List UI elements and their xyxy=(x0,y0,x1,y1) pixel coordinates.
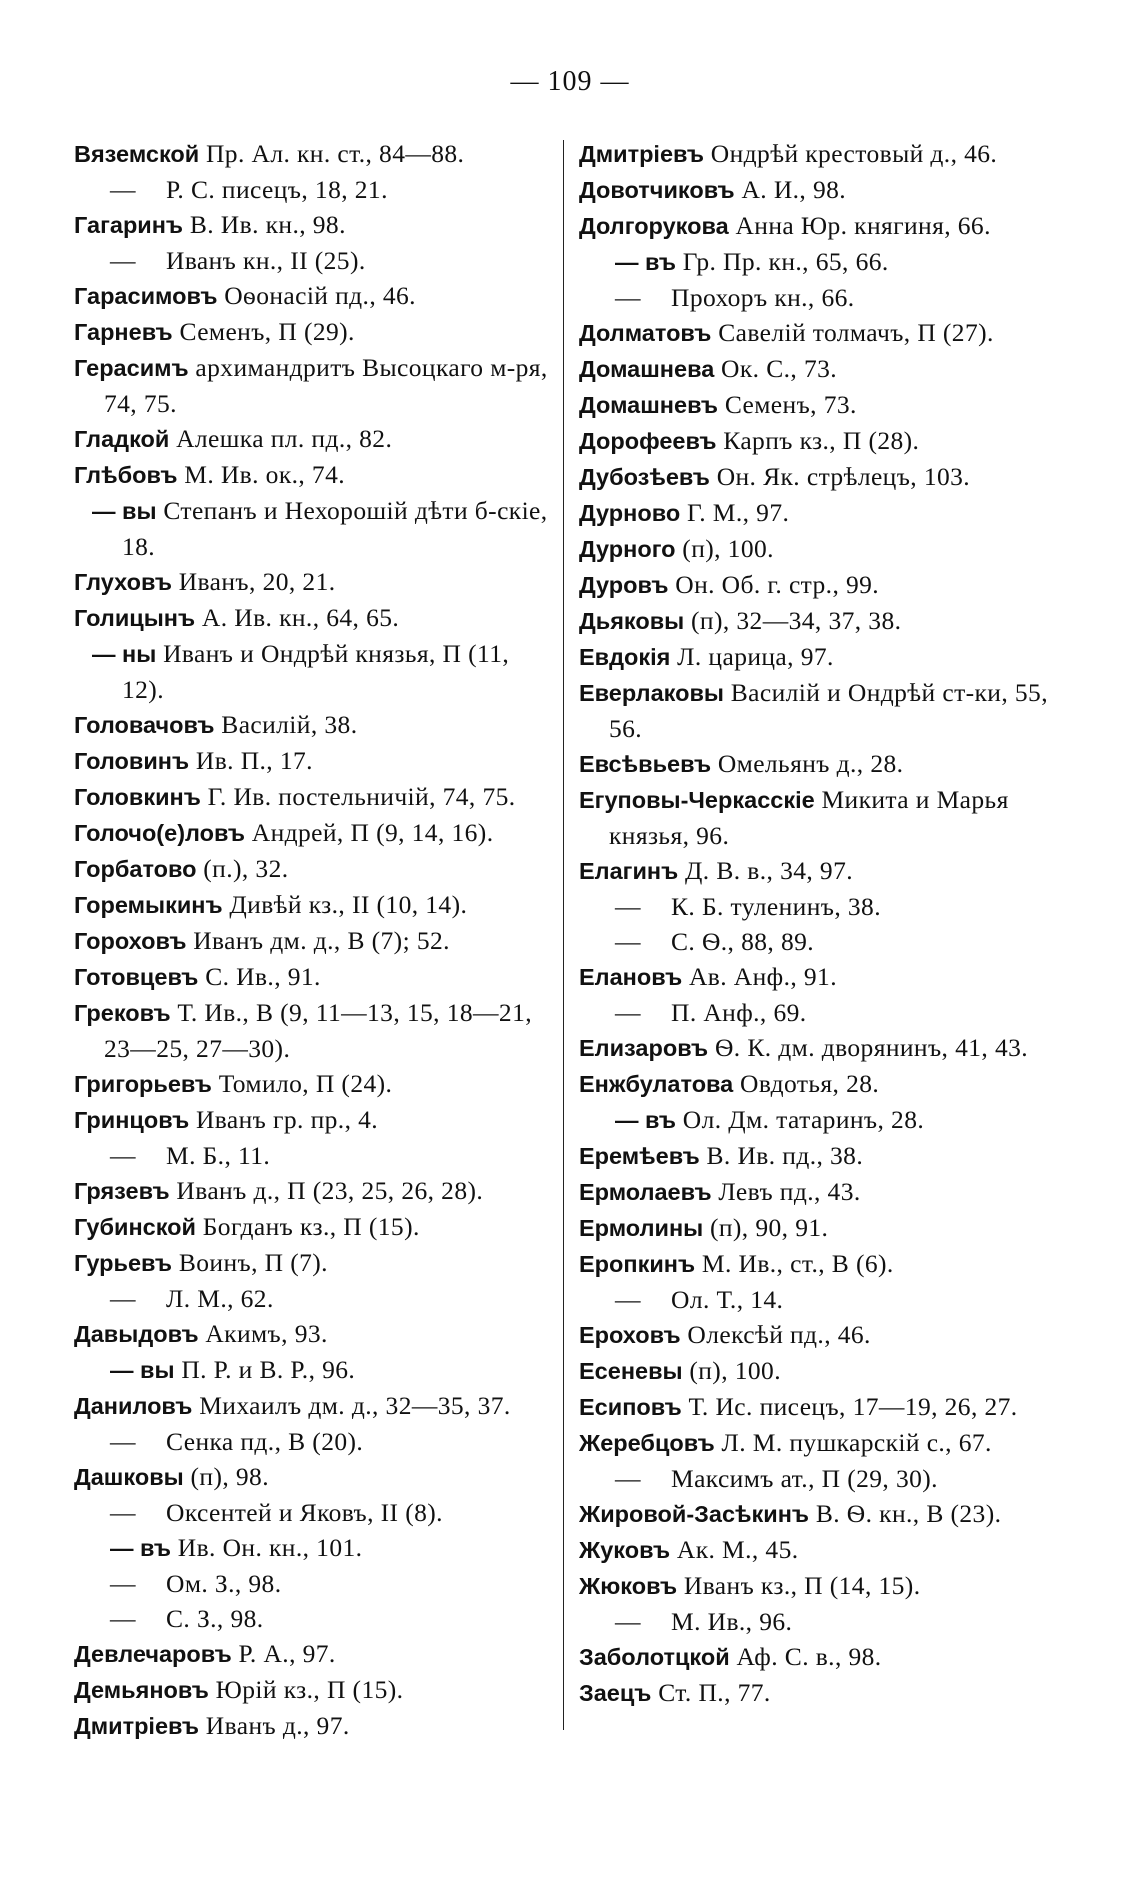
entry-text: (п), 100. xyxy=(682,1356,781,1385)
index-entry xyxy=(579,1532,1057,1568)
entry-headword: Глуховъ xyxy=(74,569,172,595)
entry-text: Микита и Марья князья, 96. xyxy=(609,785,1009,850)
index-entry xyxy=(579,1604,1057,1639)
entry-text: С. Ѳ., 88, 89. xyxy=(671,927,815,956)
entry-headword: Голицынъ xyxy=(74,605,196,631)
entry-headword: Енжбулатова xyxy=(579,1071,734,1097)
index-entry xyxy=(74,564,552,600)
entry-headword: Давыдовъ xyxy=(74,1321,199,1347)
index-entry xyxy=(74,1173,552,1209)
entry-text: Аф. С. в., 98. xyxy=(729,1642,882,1671)
entry-text: Алешка пл. пд., 82. xyxy=(169,424,393,453)
entry-dash: — въ xyxy=(615,1107,677,1133)
entry-dash: — xyxy=(615,927,641,956)
entry-text: Карпъ кз., П (28). xyxy=(716,426,920,455)
entry-text: П. Анф., 69. xyxy=(671,998,807,1027)
index-entry xyxy=(579,1030,1057,1066)
entry-text: Л. царица, 97. xyxy=(670,642,834,671)
entry-headword: Гладкой xyxy=(74,426,170,452)
index-entry xyxy=(579,1138,1057,1174)
entry-headword: Демьяновъ xyxy=(74,1677,209,1703)
entry-headword: Еропкинъ xyxy=(579,1251,696,1277)
entry-text: Семенъ, П (29). xyxy=(172,317,355,346)
entry-text: Ѳ. К. дм. дворянинъ, 41, 43. xyxy=(708,1033,1029,1062)
entry-text: архимандритъ Высоцкаго м-ря, 74, 75. xyxy=(104,353,548,418)
index-entry xyxy=(579,675,1057,746)
entry-text: Богданъ кз., П (15). xyxy=(195,1212,420,1241)
index-entry xyxy=(74,1636,552,1672)
entry-text: В. Ѳ. кн., В (23). xyxy=(809,1499,1002,1528)
index-entry xyxy=(579,995,1057,1030)
index-entry xyxy=(74,1102,552,1138)
entry-text: К. Б. туленинъ, 38. xyxy=(671,892,881,921)
entry-text: Иванъ и Ондрѣй князья, П (11, 12). xyxy=(122,639,510,704)
entry-headword: Дмитріевъ xyxy=(74,1713,200,1739)
entry-dash: — ны xyxy=(92,641,157,667)
entry-text: Иванъ кз., П (14, 15). xyxy=(677,1571,921,1600)
entry-dash: — вы xyxy=(92,498,157,524)
index-entry xyxy=(579,1496,1057,1532)
entry-dash: — xyxy=(110,1569,136,1598)
entry-headword: Довотчиковъ xyxy=(579,177,735,203)
entry-text: П. Р. и В. Р., 96. xyxy=(174,1355,356,1384)
entry-headword: Ероховъ xyxy=(579,1322,681,1348)
entry-headword: Еремѣевъ xyxy=(579,1143,700,1169)
entry-headword: Домашневъ xyxy=(579,392,719,418)
entry-text: Ив. П., 17. xyxy=(189,746,313,775)
entry-headword: Головкинъ xyxy=(74,784,201,810)
index-entry xyxy=(579,1461,1057,1496)
index-entry xyxy=(579,1675,1057,1711)
index-entry xyxy=(74,1672,552,1708)
index-entry xyxy=(579,782,1057,853)
entry-text: Иванъ д., 97. xyxy=(199,1711,350,1740)
entry-headword: Есиповъ xyxy=(579,1394,682,1420)
index-entry xyxy=(74,815,552,851)
entry-text: Оѳонасій пд., 46. xyxy=(217,281,416,310)
entry-text: Оксентей и Яковъ, II (8). xyxy=(166,1498,443,1527)
entry-headword: Евсѣвьевъ xyxy=(579,751,712,777)
index-entry xyxy=(579,603,1057,639)
entry-dash: — xyxy=(110,1284,136,1313)
entry-headword: Дурново xyxy=(579,500,681,526)
index-entry xyxy=(74,207,552,243)
entry-text: Олексѣй пд., 46. xyxy=(680,1320,871,1349)
index-entry xyxy=(74,1708,552,1744)
entry-headword: Горемыкинъ xyxy=(74,892,223,918)
index-entry xyxy=(579,889,1057,924)
entry-dash: — xyxy=(110,175,136,204)
index-entry xyxy=(579,639,1057,675)
entry-headword: Горбатово xyxy=(74,856,197,882)
entry-text: С. Ив., 91. xyxy=(198,962,321,991)
index-entry xyxy=(74,421,552,457)
index-entry xyxy=(579,924,1057,959)
entry-text: Ок. С., 73. xyxy=(714,354,838,383)
entry-headword: Готовцевъ xyxy=(74,964,199,990)
index-entry xyxy=(74,1245,552,1281)
index-entry xyxy=(579,315,1057,351)
index-entry xyxy=(74,923,552,959)
entry-text: Л. М., 62. xyxy=(166,1284,274,1313)
index-entry xyxy=(74,1601,552,1636)
entry-text: Юрій кз., П (15). xyxy=(208,1675,404,1704)
index-entry xyxy=(74,243,552,278)
entry-headword: Дорофеевъ xyxy=(579,428,717,454)
entry-headword: Долматовъ xyxy=(579,320,712,346)
entry-text: Василій и Ондрѣй ст-ки, 55, 56. xyxy=(609,678,1048,743)
entry-text: Гр. Пр. кн., 65, 66. xyxy=(676,247,889,276)
entry-headword: Головачовъ xyxy=(74,712,215,738)
entry-text: Михаилъ дм. д., 32—35, 37. xyxy=(192,1391,511,1420)
entry-text: Ст. П., 77. xyxy=(651,1678,771,1707)
entry-dash: — xyxy=(615,1464,641,1493)
entry-text: Ол. Т., 14. xyxy=(671,1285,784,1314)
entry-headword: Заболотцкой xyxy=(579,1644,730,1670)
entry-headword: Егуповы-Черкасскіе xyxy=(579,787,815,813)
entry-text: А. Ив. кн., 64, 65. xyxy=(195,603,400,632)
entry-headword: Дуровъ xyxy=(579,572,669,598)
index-column-right xyxy=(579,136,1057,1711)
entry-dash: — вы xyxy=(110,1357,175,1383)
entry-dash: — xyxy=(110,1141,136,1170)
entry-headword: Жировой-Засѣкинъ xyxy=(579,1501,810,1527)
entry-headword: Гарасимовъ xyxy=(74,283,218,309)
index-entry xyxy=(74,1138,552,1173)
index-entry xyxy=(74,707,552,743)
entry-text: Иванъ дм. д., В (7); 52. xyxy=(186,926,450,955)
index-entry xyxy=(74,1495,552,1530)
entry-dash: — въ xyxy=(110,1535,172,1561)
index-entry xyxy=(579,423,1057,459)
index-entry xyxy=(579,1639,1057,1675)
index-entry xyxy=(74,1316,552,1352)
entry-text: Степанъ и Нехорошій дѣти б-скіе, 18. xyxy=(122,496,548,561)
entry-text: Сенка пд., В (20). xyxy=(166,1427,364,1456)
entry-dash: — xyxy=(615,892,641,921)
index-entry xyxy=(579,531,1057,567)
entry-text: М. Ив., ст., В (6). xyxy=(695,1249,894,1278)
index-entry xyxy=(74,636,552,707)
index-entry xyxy=(579,1102,1057,1138)
index-entry xyxy=(74,1066,552,1102)
entry-text: Г. М., 97. xyxy=(680,498,790,527)
page-number: — 109 — xyxy=(510,66,630,97)
entry-headword: Гагаринъ xyxy=(74,212,184,238)
entry-text: Ом. З., 98. xyxy=(166,1569,282,1598)
index-entry xyxy=(579,459,1057,495)
index-entry xyxy=(74,278,552,314)
entry-text: Прохоръ кн., 66. xyxy=(671,283,855,312)
entry-text: В. Ив. кн., 98. xyxy=(183,210,346,239)
entry-text: Ав. Анф., 91. xyxy=(682,962,837,991)
index-entry xyxy=(579,136,1057,172)
index-entry xyxy=(579,1282,1057,1317)
entry-headword: Ермолины xyxy=(579,1215,704,1241)
entry-text: Ив. Он. кн., 101. xyxy=(171,1533,363,1562)
index-entry xyxy=(74,1530,552,1566)
index-entry xyxy=(74,600,552,636)
entry-headword: Долгорукова xyxy=(579,213,729,239)
index-entry xyxy=(579,1389,1057,1425)
index-entry xyxy=(74,959,552,995)
entry-headword: Грязевъ xyxy=(74,1178,170,1204)
entry-headword: Глѣбовъ xyxy=(74,462,178,488)
index-entry xyxy=(74,493,552,564)
entry-text: А. И., 98. xyxy=(734,175,847,204)
entry-headword: Елагинъ xyxy=(579,858,679,884)
entry-text: Овдотья, 28. xyxy=(733,1069,880,1098)
entry-text: С. З., 98. xyxy=(166,1604,264,1633)
entry-text: Левъ пд., 43. xyxy=(711,1177,861,1206)
index-entry xyxy=(579,244,1057,280)
entry-headword: Елановъ xyxy=(579,964,683,990)
index-entry xyxy=(74,995,552,1066)
entry-headword: Даниловъ xyxy=(74,1393,193,1419)
entry-text: Анна Юр. княгиня, 66. xyxy=(728,211,991,240)
entry-text: Семенъ, 73. xyxy=(718,390,857,419)
entry-headword: Есеневы xyxy=(579,1358,683,1384)
index-entry xyxy=(74,350,552,421)
entry-dash: — xyxy=(110,1427,136,1456)
index-entry xyxy=(579,280,1057,315)
entry-dash: — въ xyxy=(615,249,677,275)
entry-headword: Дашковы xyxy=(74,1464,184,1490)
entry-headword: Заецъ xyxy=(579,1680,652,1706)
entry-headword: Гороховъ xyxy=(74,928,187,954)
index-entry xyxy=(74,1352,552,1388)
entry-headword: Губинской xyxy=(74,1214,196,1240)
index-entry xyxy=(74,887,552,923)
entry-text: Иванъ кн., II (25). xyxy=(166,246,366,275)
entry-headword: Жюковъ xyxy=(579,1573,678,1599)
entry-headword: Гарневъ xyxy=(74,319,173,345)
entry-text: Иванъ гр. пр., 4. xyxy=(189,1105,379,1134)
entry-text: Ак. М., 45. xyxy=(670,1535,799,1564)
index-entry xyxy=(579,567,1057,603)
entry-text: М. Ив., 96. xyxy=(671,1607,793,1636)
index-entry xyxy=(74,314,552,350)
index-entry xyxy=(74,1459,552,1495)
entry-text: Р. С. писецъ, 18, 21. xyxy=(166,175,388,204)
index-entry xyxy=(579,351,1057,387)
entry-headword: Голочо(е)ловъ xyxy=(74,820,245,846)
index-entry xyxy=(74,779,552,815)
index-entry xyxy=(579,1210,1057,1246)
index-entry xyxy=(579,495,1057,531)
index-entry xyxy=(74,136,552,172)
column-divider xyxy=(563,140,564,1730)
index-column-left xyxy=(74,136,552,1744)
entry-headword: Девлечаровъ xyxy=(74,1641,232,1667)
index-entry xyxy=(579,959,1057,995)
entry-text: Андрей, П (9, 14, 16). xyxy=(245,818,494,847)
index-entry xyxy=(74,172,552,207)
index-entry xyxy=(74,1388,552,1424)
entry-text: Он. Об. г. стр., 99. xyxy=(668,570,880,599)
entry-text: В. Ив. пд., 38. xyxy=(699,1141,864,1170)
index-entry xyxy=(579,746,1057,782)
index-entry xyxy=(579,172,1057,208)
entry-text: М. Б., 11. xyxy=(166,1141,271,1170)
entry-text: (п.), 32. xyxy=(196,854,289,883)
entry-headword: Вяземской xyxy=(74,141,200,167)
entry-text: Василій, 38. xyxy=(214,710,358,739)
index-entry xyxy=(74,1281,552,1316)
entry-headword: Дьяковы xyxy=(579,608,685,634)
entry-text: (п), 90, 91. xyxy=(703,1213,829,1242)
entry-text: Он. Як. стрѣлецъ, 103. xyxy=(709,462,971,491)
entry-headword: Дубозѣевъ xyxy=(579,464,710,490)
index-entry xyxy=(74,1424,552,1459)
entry-dash: — xyxy=(110,1498,136,1527)
index-entry xyxy=(579,1425,1057,1461)
index-entry xyxy=(74,851,552,887)
index-entry xyxy=(579,387,1057,423)
entry-headword: Жеребцовъ xyxy=(579,1430,715,1456)
entry-headword: Евдокія xyxy=(579,644,671,670)
entry-text: Акимъ, 93. xyxy=(198,1319,328,1348)
entry-headword: Григорьевъ xyxy=(74,1071,212,1097)
entry-text: Иванъ, 20, 21. xyxy=(171,567,336,596)
entry-dash: — xyxy=(110,1604,136,1633)
entry-text: Ондрѣй крестовый д., 46. xyxy=(704,139,998,168)
index-entry xyxy=(579,208,1057,244)
entry-text: (п), 100. xyxy=(675,534,774,563)
index-entry xyxy=(579,1317,1057,1353)
entry-text: (п), 98. xyxy=(183,1462,269,1491)
entry-headword: Гурьевъ xyxy=(74,1250,173,1276)
entry-text: Г. Ив. постельничій, 74, 75. xyxy=(200,782,516,811)
entry-text: Т. Ив., В (9, 11—13, 15, 18—21, 23—25, 27—30). xyxy=(104,998,532,1063)
entry-text: Р. А., 97. xyxy=(231,1639,336,1668)
entry-headword: Герасимъ xyxy=(74,355,189,381)
entry-dash: — xyxy=(615,998,641,1027)
entry-text: Томило, П (24). xyxy=(211,1069,393,1098)
index-entry xyxy=(74,743,552,779)
index-entry xyxy=(74,1566,552,1601)
entry-headword: Ермолаевъ xyxy=(579,1179,712,1205)
entry-headword: Елизаровъ xyxy=(579,1035,709,1061)
entry-headword: Дмитріевъ xyxy=(579,141,705,167)
entry-text: М. Ив. ок., 74. xyxy=(177,460,346,489)
entry-text: Дивѣй кз., II (10, 14). xyxy=(222,890,468,919)
entry-text: Воинъ, П (7). xyxy=(172,1248,328,1277)
entry-dash: — xyxy=(615,283,641,312)
index-entry xyxy=(74,1209,552,1245)
index-entry xyxy=(579,1066,1057,1102)
entry-headword: Жуковъ xyxy=(579,1537,671,1563)
entry-text: Омельянъ д., 28. xyxy=(711,749,904,778)
entry-text: (п), 32—34, 37, 38. xyxy=(684,606,902,635)
entry-text: Максимъ ат., П (29, 30). xyxy=(671,1464,938,1493)
index-entry xyxy=(579,1568,1057,1604)
entry-dash: — xyxy=(110,246,136,275)
entry-dash: — xyxy=(615,1285,641,1314)
entry-headword: Головинъ xyxy=(74,748,190,774)
index-entry xyxy=(579,1246,1057,1282)
entry-headword: Домашнева xyxy=(579,356,715,382)
entry-headword: Дурного xyxy=(579,536,676,562)
entry-headword: Еверлаковы xyxy=(579,680,724,706)
index-entry xyxy=(579,1174,1057,1210)
entry-text: Савелій толмачъ, П (27). xyxy=(711,318,994,347)
entry-text: Д. В. в., 34, 97. xyxy=(678,856,854,885)
entry-text: Ол. Дм. татаринъ, 28. xyxy=(676,1105,925,1134)
entry-headword: Грековъ xyxy=(74,1000,171,1026)
index-entry xyxy=(579,853,1057,889)
index-entry xyxy=(74,457,552,493)
entry-text: Пр. Ал. кн. ст., 84—88. xyxy=(199,139,465,168)
entry-text: Т. Ис. писецъ, 17—19, 26, 27. xyxy=(681,1392,1018,1421)
entry-dash: — xyxy=(615,1607,641,1636)
entry-text: Иванъ д., П (23, 25, 26, 28). xyxy=(169,1176,484,1205)
entry-text: Л. М. пушкарскій с., 67. xyxy=(714,1428,992,1457)
entry-headword: Гринцовъ xyxy=(74,1107,190,1133)
index-entry xyxy=(579,1353,1057,1389)
